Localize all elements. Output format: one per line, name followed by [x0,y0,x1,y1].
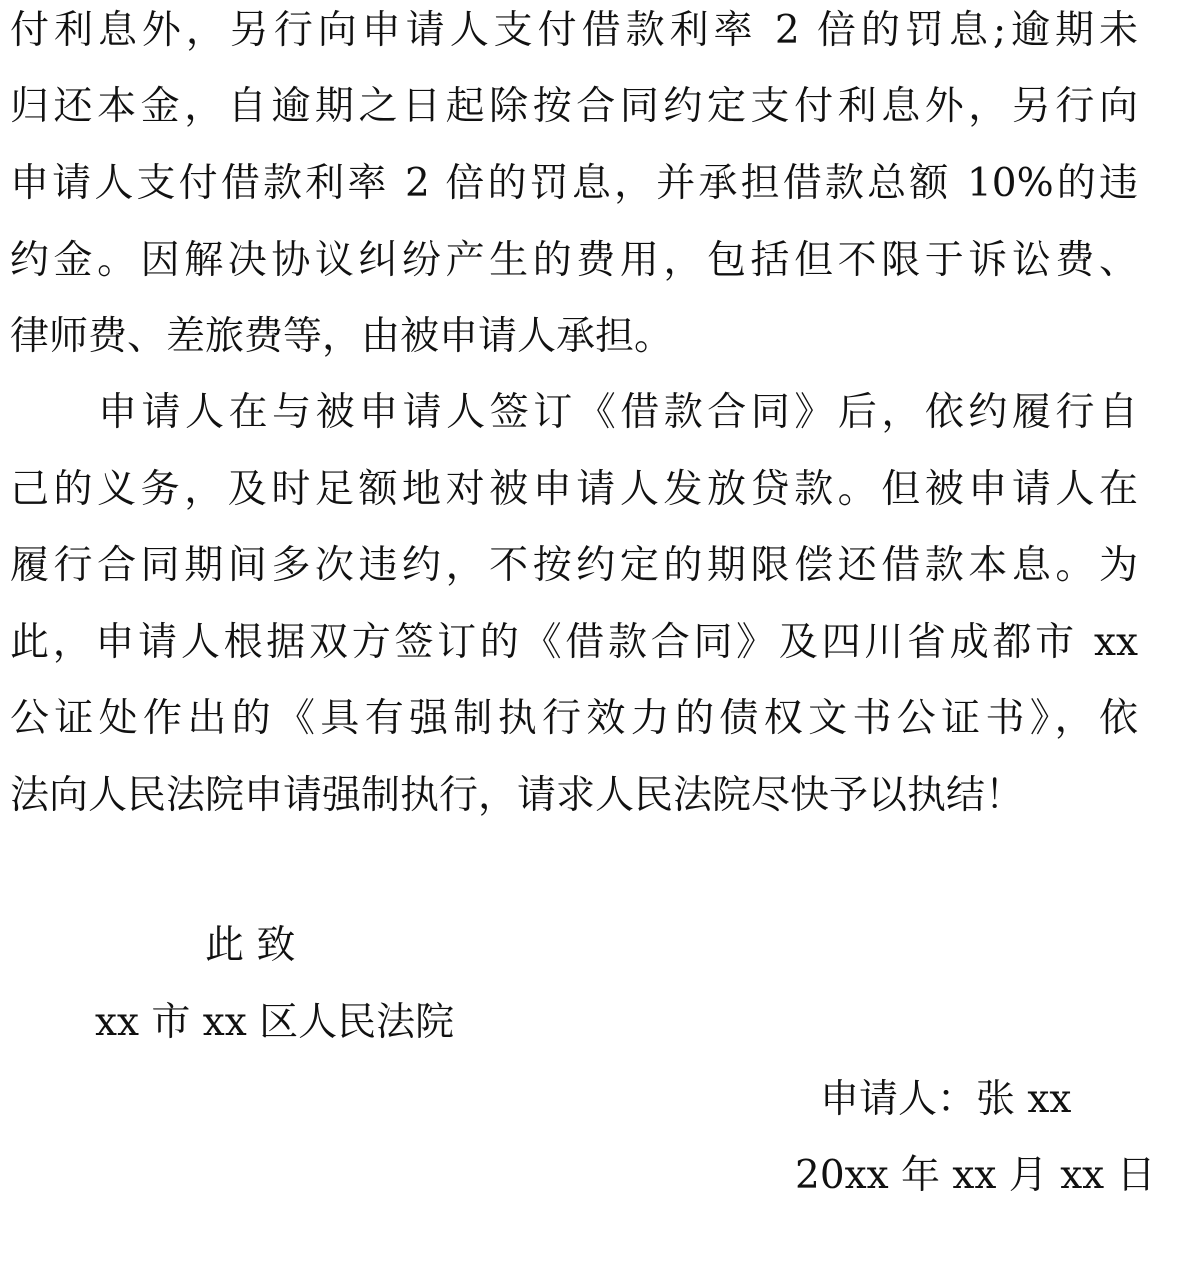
applicant-signature: 申请人：张 xx [820,1077,1072,1122]
body-line: 申请人在与被申请人签订《借款合同》后，依约履行自 [98,390,1138,435]
document-date: 20xx 年 xx 月 xx 日 [795,1153,1156,1198]
body-line: 己的义务，及时足额地对被申请人发放贷款。但被申请人在 [10,467,1138,512]
body-line: 约金。因解决协议纠纷产生的费用，包括但不限于诉讼费、 [10,238,1138,283]
body-line: 此，申请人根据双方签订的《借款合同》及四川省成都市 xx [10,620,1138,665]
body-line: 申请人支付借款利率 2 倍的罚息，并承担借款总额 10%的违 [10,161,1138,206]
body-line: 履行合同期间多次违约，不按约定的期限偿还借款本息。为 [10,543,1138,588]
salutation: 此 致 [205,923,296,968]
body-line: 付利息外，另行向申请人支付借款利率 2 倍的罚息;逾期未 [10,8,1138,53]
recipient-court: xx 市 xx 区人民法院 [95,1000,455,1045]
body-line: 律师费、差旅费等，由被申请人承担。 [10,314,674,359]
body-line: 归还本金，自逾期之日起除按合同约定支付利息外，另行向 [10,84,1138,129]
body-line: 法向人民法院申请强制执行，请求人民法院尽快予以执结！ [10,773,1025,818]
body-line: 公证处作出的《具有强制执行效力的债权文书公证书》，依 [10,696,1138,741]
